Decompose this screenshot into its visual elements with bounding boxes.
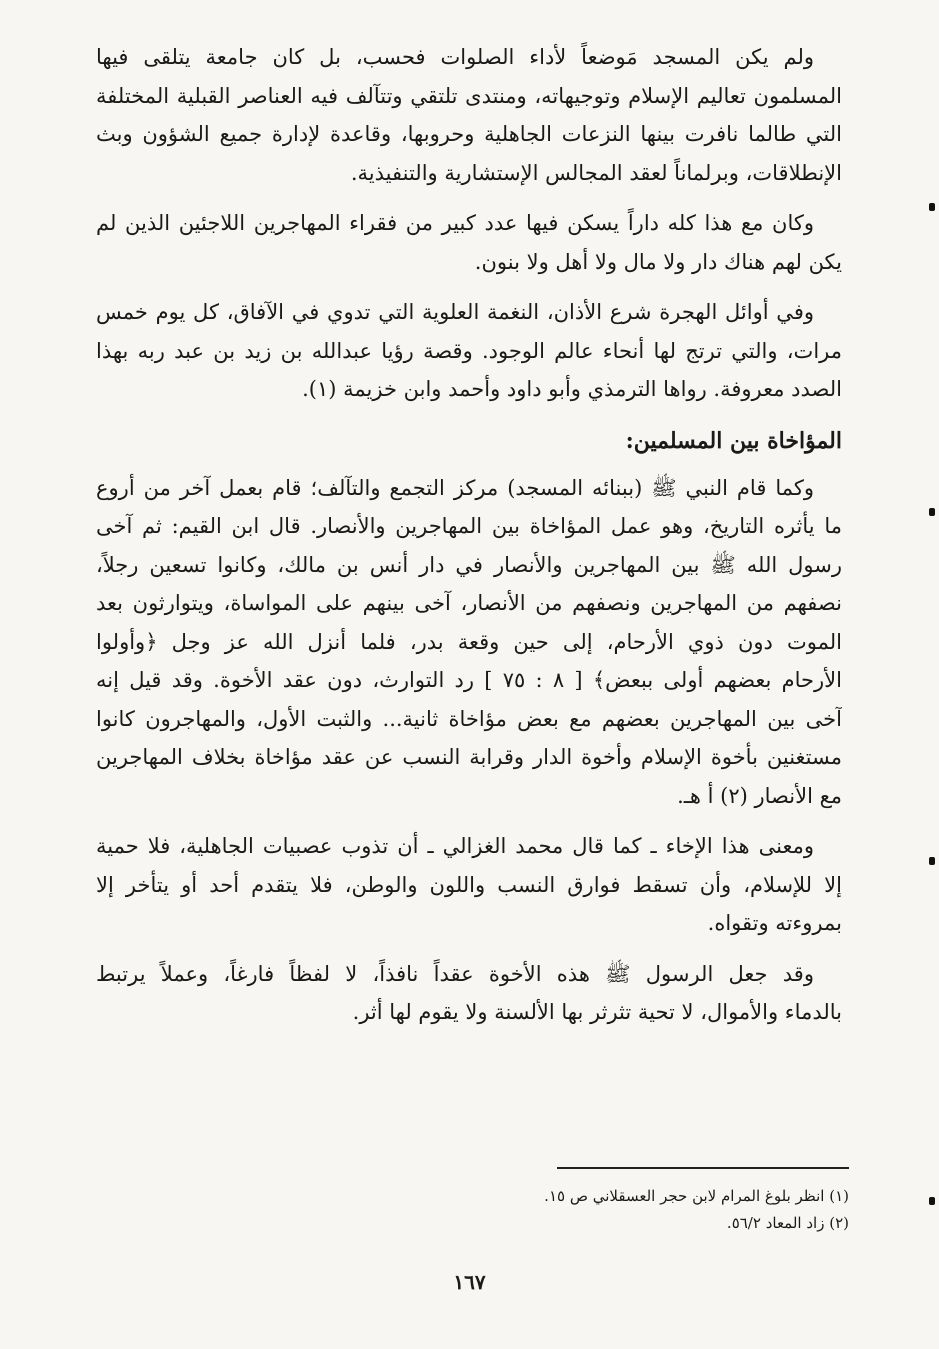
text-block-bottom [96, 469, 842, 1032]
paragraph [96, 38, 842, 192]
text-line: إلا للإسلام، وأن تسقط فوارق النسب واللون والوطن، فلا يتقدم أحد أو يتأخر إلا [96, 872, 842, 897]
footnote-separator [557, 1167, 849, 1169]
text-line: مع الأنصار (٢) أ هـ. [677, 783, 842, 808]
text-line: رسول الله ﷺ بين المهاجرين والأنصار في دار أنس بن مالك، وكانوا تسعين رجلاً، [96, 552, 842, 577]
footnotes [544, 1183, 849, 1237]
text-line: يكن لهم هناك دار ولا مال ولا أهل ولا بنون. [474, 249, 842, 274]
footnote-1: (١) انظر بلوغ المرام لابن حجر العسقلاني ص ١٥. [544, 1187, 849, 1205]
paragraph [96, 469, 842, 816]
text-line: الأرحام بعضهم أولى ببعض﴾ [ ٨ : ٧٥ ] رد التوارث، دون عقد الأخوة. وقد قيل إنه [96, 668, 842, 692]
footnote-2: (٢) زاد المعاد ٥٦/٢. [726, 1214, 849, 1232]
text-line: مرات، والتي ترتج لها أنحاء عالم الوجود. وقصة رؤيا عبدالله بن زيد بن عبد ربه بهذا [96, 338, 842, 363]
text-line: نصفهم من المهاجرين ونصفهم من الأنصار، آخى بينهم على المواساة، ويتوارثون بعد [96, 591, 842, 615]
paragraph [96, 955, 842, 1032]
margin-mark [929, 203, 935, 211]
margin-mark [929, 857, 935, 865]
margin-mark [929, 1197, 935, 1205]
paragraph [96, 204, 842, 281]
page-body [96, 38, 842, 1044]
text-line: مستغنين بأخوة الإسلام وأخوة الدار وقرابة النسب عن عقد مؤاخاة بخلاف المهاجرين [96, 745, 842, 769]
text-line: وكما قام النبي ﷺ (ببنائه المسجد) مركز التجمع والتآلف؛ قام بعمل آخر من أروع [96, 475, 814, 500]
text-line: ما يأثره التاريخ، وهو عمل المؤاخاة بين المهاجرين والأنصار. قال ابن القيم: ثم آخى [96, 514, 842, 538]
text-line: ومعنى هذا الإخاء ـ كما قال محمد الغزالي ـ أن تذوب عصبيات الجاهلية، فلا حمية [96, 834, 814, 858]
text-line: بالدماء والأموال، لا تحية تثرثر بها الألسنة ولا يقوم لها أثر. [352, 1000, 842, 1024]
text-line: الصدد معروفة. رواها الترمذي وأبو داود وأحمد وابن خزيمة (١). [302, 377, 842, 401]
text-line: المسلمون تعاليم الإسلام وتوجيهاته، ومنتدى تلتقي وتتآلف فيه العناصر القبلية المختلفة [96, 83, 842, 108]
paragraph [96, 293, 842, 409]
margin-mark [929, 508, 935, 516]
section-heading: المؤاخاة بين المسلمين: [625, 427, 842, 454]
text-line: وكان مع هذا كله داراً يسكن فيها عدد كبير من فقراء المهاجرين اللاجئين الذين لم [96, 211, 814, 235]
paragraph [96, 827, 842, 943]
text-line: آخى بين المهاجرين بعضهم مع بعض مؤاخاة ثانية... والثبت الأول، والمهاجرون كانوا [96, 706, 842, 731]
text-line: التي طالما نافرت بينها النزعات الجاهلية وحروبها، وقاعدة لإدارة جميع الشؤون وبث [96, 122, 842, 146]
text-line: الإنطلاقات، وبرلماناً لعقد المجالس الإستشارية والتنفيذية. [350, 160, 842, 185]
text-line: وقد جعل الرسول ﷺ هذه الأخوة عقداً نافذاً، لا لفظاً فارغاً، وعملاً يرتبط [96, 961, 814, 986]
text-line: بمروءته وتقواه. [707, 911, 842, 935]
page-number: ١٦٧ [453, 1270, 486, 1294]
text-line: ولم يكن المسجد مَوضعاً لأداء الصلوات فحسب، بل كان جامعة يتلقى فيها [96, 45, 814, 69]
text-block-top [96, 38, 842, 409]
text-line: وفي أوائل الهجرة شرع الأذان، النغمة العلوية التي تدوي في الآفاق، كل يوم خمس [96, 300, 814, 324]
text-line: الموت دون ذوي الأرحام، إلى حين وقعة بدر، فلما أنزل الله عز وجل ﴿وأولوا [96, 629, 842, 654]
